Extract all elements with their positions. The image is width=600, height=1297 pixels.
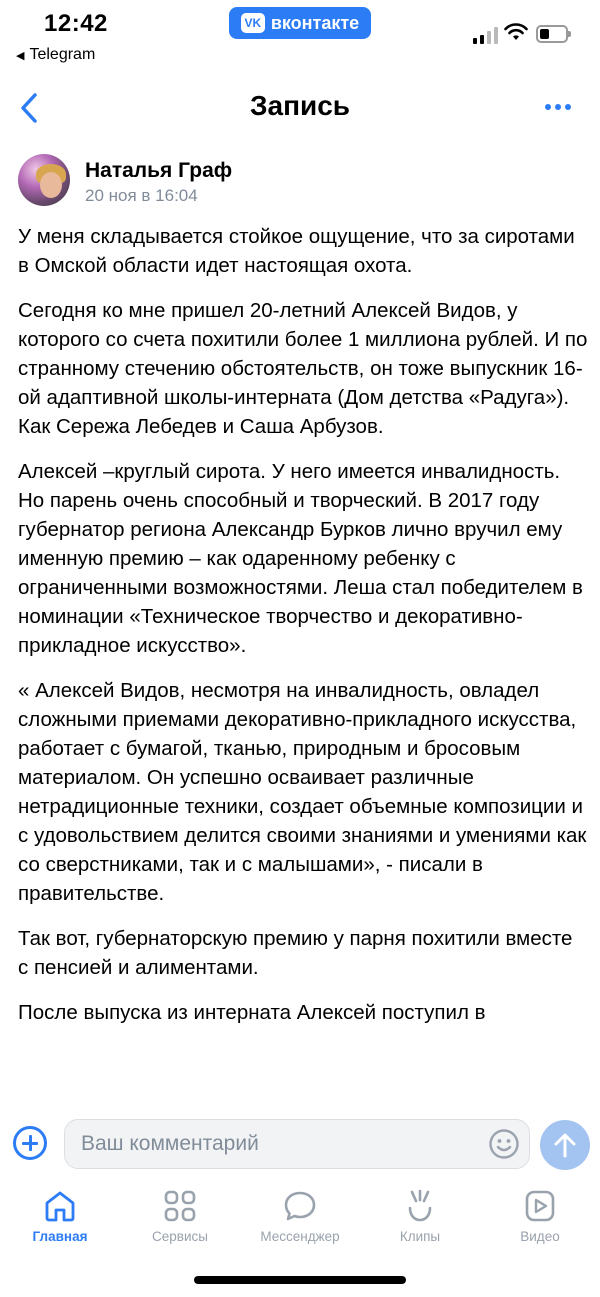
vk-app-badge [229, 7, 371, 39]
post-paragraph: После выпуска из интерната Алексей поступил в [18, 1001, 486, 1024]
back-to-app-label: Telegram [29, 46, 96, 63]
tab-clips[interactable] [360, 1180, 480, 1250]
post-author-block [18, 154, 578, 208]
tab-video[interactable] [480, 1180, 600, 1250]
back-triangle-icon: ◀ [16, 50, 25, 62]
home-indicator [194, 1276, 406, 1284]
home-icon [42, 1188, 78, 1224]
tab-services[interactable] [120, 1180, 240, 1250]
author-name[interactable]: Наталья Граф [85, 159, 233, 182]
post-date: 20 ноя в 16:04 [85, 186, 198, 205]
tab-label: Сервисы [152, 1229, 208, 1244]
video-icon [522, 1188, 558, 1224]
page-title: Запись [249, 90, 351, 121]
tab-messenger[interactable] [240, 1180, 360, 1250]
more-options-button[interactable] [538, 92, 578, 122]
status-time: 12:42 [44, 10, 108, 37]
cellular-signal-icon [473, 26, 498, 44]
arrow-up-icon [553, 1132, 577, 1158]
comment-input[interactable] [64, 1119, 530, 1169]
post-paragraph: « Алексей Видов, несмотря на инвалидность, овладел сложными приемами декоративно-прикладного искусства, работает с бумагой, тканью, природным и бросовым материалом. Он успешно осваивает различные нетрадиционные техники, создает объемные композиции и с удовольствием делится своими знаниями и умениями как со сверстниками, так и с малышами», - писали в правительстве. [18, 679, 587, 905]
messenger-icon [282, 1188, 318, 1224]
tab-label: Клипы [399, 1229, 441, 1244]
tab-label: Мессенджер [260, 1229, 340, 1244]
more-dots-icon [545, 104, 551, 110]
bottom-tab-bar [0, 1180, 600, 1250]
back-to-app-link[interactable] [16, 46, 95, 64]
post-paragraph: Так вот, губернаторскую премию у парня похитили вместе с пенсией и алиментами. [18, 927, 573, 979]
post-paragraph: У меня складывается стойкое ощущение, что за сиротами в Омской области идет настоящая охота. [18, 225, 575, 277]
attach-plus-button[interactable] [13, 1126, 47, 1160]
post-paragraph: Сегодня ко мне пришел 20-летний Алексей Видов, у которого со счета похитили более 1 миллиона рублей. И по странному стечению обстоятельств, он тоже выпускник 16-ой адаптивной школы-интерната (Дом детства «Радуга»). Как Сережа Лебедев и Саша Арбузов. [18, 299, 588, 438]
vk-badge-label: вконтакте [270, 12, 360, 33]
vk-logo-icon: VK [241, 13, 265, 33]
battery-icon [536, 25, 568, 43]
tab-label: Видео [520, 1229, 560, 1244]
post-paragraph: Алексей –круглый сирота. У него имеется инвалидность. Но парень очень способный и творческий. В 2017 году губернатор региона Александр Бурков лично вручил ему именную премию – как одаренному ребенку с ограниченными возможностями. Леша стал победителем в номинации «Техническое творчество и декоративно-прикладное искусство». [18, 460, 583, 657]
post-text [18, 222, 588, 1042]
tab-home[interactable] [0, 1180, 120, 1250]
wifi-icon [503, 22, 529, 42]
avatar[interactable] [18, 154, 70, 206]
clips-icon [402, 1188, 438, 1224]
send-button[interactable] [540, 1120, 590, 1170]
emoji-icon[interactable] [488, 1128, 520, 1160]
status-bar [0, 0, 600, 70]
services-icon [162, 1188, 198, 1224]
comment-bar [0, 1111, 600, 1177]
nav-header [0, 78, 600, 136]
tab-label: Главная [32, 1229, 88, 1244]
